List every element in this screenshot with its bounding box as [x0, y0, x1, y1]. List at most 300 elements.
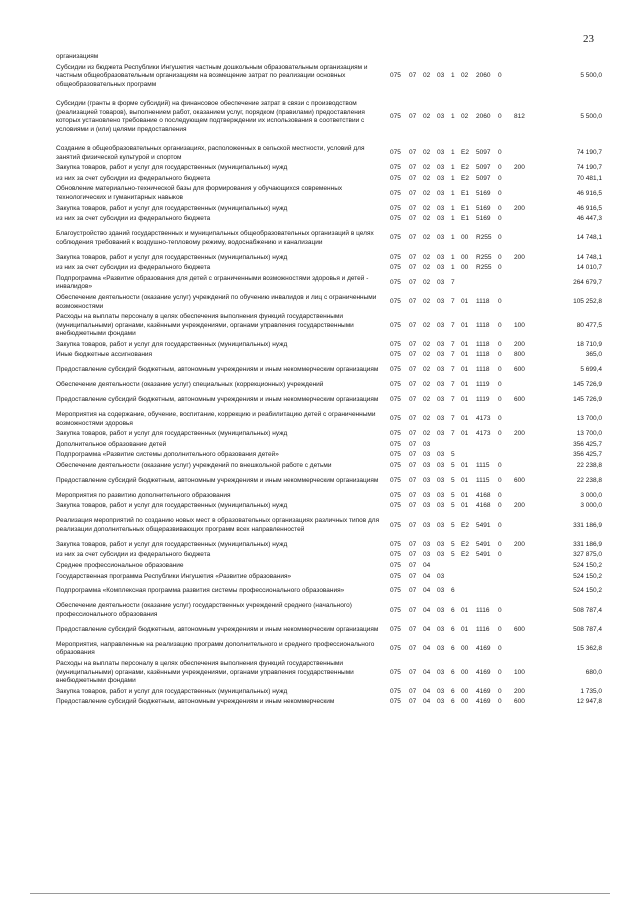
row-amount: 74 190,7 — [576, 164, 602, 172]
code-event: E1 — [461, 189, 469, 197]
code-subsection: 03 — [423, 502, 431, 510]
code-expense-type: 600 — [514, 396, 525, 404]
row-amount: 5 699,4 — [580, 366, 602, 374]
code-subsection: 02 — [423, 430, 431, 438]
code-suffix: 0 — [498, 462, 502, 470]
code-suffix: 0 — [498, 540, 502, 548]
code-gov: 075 — [390, 351, 401, 359]
table-row — [56, 582, 602, 601]
code-subsection: 02 — [423, 366, 431, 374]
code-gov: 075 — [390, 264, 401, 272]
code-event: 02 — [461, 72, 469, 80]
row-description: из них за счет субсидии из федерального бюджета — [56, 215, 211, 223]
code-direction: R255 — [476, 264, 492, 272]
code-suffix: 0 — [498, 189, 502, 197]
code-subprogram: 6 — [451, 606, 455, 614]
row-description: Предоставление субсидий бюджетным, автономным учреждениям и иным некоммерческим организациям — [56, 476, 379, 484]
table-row — [56, 90, 602, 144]
table-row — [56, 621, 602, 640]
code-section: 07 — [409, 462, 417, 470]
code-gov: 075 — [390, 279, 401, 287]
code-expense-type: 200 — [514, 204, 525, 212]
code-subprogram: 7 — [451, 415, 455, 423]
code-subprogram: 5 — [451, 451, 455, 459]
row-description: Подпрограмма «Развитие системы дополнительного образования детей» — [56, 451, 279, 459]
code-program: 03 — [437, 264, 445, 272]
code-subprogram: 6 — [451, 645, 455, 653]
code-expense-type: 100 — [514, 668, 525, 676]
code-gov: 075 — [390, 430, 401, 438]
code-program: 03 — [437, 366, 445, 374]
code-gov: 075 — [390, 462, 401, 470]
code-subprogram: 1 — [451, 264, 455, 272]
code-direction: 1118 — [476, 298, 490, 306]
code-subsection: 04 — [423, 668, 431, 676]
row-amount: 12 947,8 — [576, 698, 602, 706]
code-expense-type: 600 — [514, 476, 525, 484]
code-suffix: 0 — [498, 551, 502, 559]
code-gov: 075 — [390, 234, 401, 242]
code-section: 07 — [409, 572, 417, 580]
code-direction: 5169 — [476, 189, 491, 197]
code-subprogram: 7 — [451, 430, 455, 438]
row-amount: 145 726,9 — [573, 381, 602, 389]
row-description: Мероприятия по развитию дополнительного образования — [56, 491, 231, 499]
code-gov: 075 — [390, 396, 401, 404]
code-suffix: 0 — [498, 174, 502, 182]
code-subsection: 04 — [423, 645, 431, 653]
code-section: 07 — [409, 215, 417, 223]
code-program: 03 — [437, 606, 445, 614]
code-direction: 4168 — [476, 502, 491, 510]
table-row — [56, 361, 602, 380]
code-direction: 5097 — [476, 149, 491, 157]
code-program: 03 — [437, 645, 445, 653]
code-direction: 4168 — [476, 491, 491, 499]
code-gov: 075 — [390, 321, 401, 329]
table-row — [56, 659, 602, 687]
code-direction: 5169 — [476, 204, 491, 212]
row-description: Создание в общеобразовательных организациях, расположенных в сельской местности, условий для занятий физической культурой и спортом — [56, 144, 365, 161]
code-subsection: 04 — [423, 561, 431, 569]
code-program: 03 — [437, 351, 445, 359]
code-section: 07 — [409, 366, 417, 374]
code-program: 03 — [437, 174, 445, 182]
table-row — [56, 312, 602, 340]
row-amount: 15 362,8 — [576, 645, 602, 653]
code-suffix: 0 — [498, 668, 502, 676]
code-suffix: 0 — [498, 204, 502, 212]
code-direction: 1119 — [476, 396, 490, 404]
code-expense-type: 600 — [514, 698, 525, 706]
row-amount: 680,0 — [585, 668, 602, 676]
code-expense-type: 200 — [514, 430, 525, 438]
code-section: 07 — [409, 164, 417, 172]
code-event: 01 — [461, 321, 469, 329]
table-row — [56, 501, 602, 512]
code-section: 07 — [409, 340, 417, 348]
code-direction: 1116 — [476, 606, 490, 614]
row-description: Дополнительное образование детей — [56, 440, 167, 448]
code-subsection: 04 — [423, 625, 431, 633]
code-suffix: 0 — [498, 606, 502, 614]
row-description: из них за счет субсидии из федерального бюджета — [56, 174, 211, 182]
code-subsection: 02 — [423, 253, 431, 261]
code-suffix: 0 — [498, 625, 502, 633]
code-expense-type: 200 — [514, 164, 525, 172]
code-gov: 075 — [390, 149, 401, 157]
code-event: 01 — [461, 366, 469, 374]
code-suffix: 0 — [498, 340, 502, 348]
row-amount: 13 700,0 — [576, 430, 602, 438]
code-event: 01 — [461, 462, 469, 470]
code-gov: 075 — [390, 72, 401, 80]
code-subsection: 02 — [423, 174, 431, 182]
row-amount: 524 150,2 — [573, 587, 602, 595]
code-subprogram: 6 — [451, 587, 455, 595]
code-subprogram: 1 — [451, 204, 455, 212]
row-description: Подпрограмма «Развитие образования для детей с ограниченными возможностями здоровья и детей - инвалидов» — [56, 274, 369, 291]
code-subprogram: 7 — [451, 366, 455, 374]
code-gov: 075 — [390, 521, 401, 529]
code-direction: 4169 — [476, 698, 491, 706]
code-subprogram: 5 — [451, 540, 455, 548]
code-gov: 075 — [390, 164, 401, 172]
code-section: 07 — [409, 440, 417, 448]
code-section: 07 — [409, 174, 417, 182]
code-gov: 075 — [390, 451, 401, 459]
row-description: Мероприятия, направленные на реализацию программ дополнительного и среднего профессионального образования — [56, 640, 375, 657]
code-subsection: 03 — [423, 491, 431, 499]
code-gov: 075 — [390, 668, 401, 676]
code-subsection: 03 — [423, 440, 431, 448]
table-row — [56, 52, 602, 63]
code-event: 01 — [461, 396, 469, 404]
code-program: 03 — [437, 298, 445, 306]
code-section: 07 — [409, 687, 417, 695]
code-subprogram: 5 — [451, 521, 455, 529]
code-program: 03 — [437, 164, 445, 172]
row-description: Государственная программа Республики Ингушетия «Развитие образования» — [56, 572, 292, 580]
code-event: 01 — [461, 430, 469, 438]
code-gov: 075 — [390, 687, 401, 695]
code-direction: 1119 — [476, 381, 490, 389]
code-suffix: 0 — [498, 415, 502, 423]
code-section: 07 — [409, 561, 417, 569]
row-amount: 331 186,9 — [573, 540, 602, 548]
code-gov: 075 — [390, 540, 401, 548]
code-event: 01 — [461, 340, 469, 348]
code-gov: 075 — [390, 502, 401, 510]
code-gov: 075 — [390, 340, 401, 348]
code-subsection: 04 — [423, 572, 431, 580]
row-description: организациям — [56, 53, 99, 60]
code-gov: 075 — [390, 215, 401, 223]
row-description: Предоставление субсидий бюджетным, автономным учреждениям и иным некоммерческим организациям — [56, 625, 379, 633]
code-section: 07 — [409, 321, 417, 329]
row-amount: 74 190,7 — [576, 149, 602, 157]
row-description: Среднее профессиональное образование — [56, 561, 184, 569]
code-suffix: 0 — [498, 491, 502, 499]
code-subprogram: 5 — [451, 476, 455, 484]
code-direction: 4173 — [476, 415, 491, 423]
code-expense-type: 812 — [514, 112, 525, 120]
code-subprogram: 7 — [451, 279, 455, 287]
code-program: 03 — [437, 321, 445, 329]
row-description: Расходы на выплаты персоналу в целях обеспечения выполнения функций государственными (муниципальными) органами, казёнными учреждениями, органами управления государственными внебюджетными фондами — [56, 659, 354, 685]
code-suffix: 0 — [498, 366, 502, 374]
code-section: 07 — [409, 298, 417, 306]
code-event: 00 — [461, 253, 469, 261]
code-expense-type: 200 — [514, 687, 525, 695]
code-direction: 1115 — [476, 476, 490, 484]
row-amount: 145 726,9 — [573, 396, 602, 404]
table-row — [56, 274, 602, 293]
row-description: Иные бюджетные ассигнования — [56, 351, 153, 359]
code-gov: 075 — [390, 572, 401, 580]
table-row — [56, 472, 602, 491]
code-event: 01 — [461, 502, 469, 510]
code-expense-type: 100 — [514, 321, 525, 329]
code-subsection: 03 — [423, 551, 431, 559]
code-direction: 5491 — [476, 540, 491, 548]
code-event: E2 — [461, 174, 469, 182]
table-row — [56, 174, 602, 185]
row-description: Закупка товаров, работ и услуг для государственных (муниципальных) нужд — [56, 502, 288, 510]
code-event: E2 — [461, 551, 469, 559]
table-row — [56, 293, 602, 312]
code-direction: R255 — [476, 253, 492, 261]
row-description: Предоставление субсидий бюджетным, автономным учреждениям и иным некоммерческим организациям — [56, 396, 379, 404]
code-subsection: 02 — [423, 204, 431, 212]
row-amount: 327 875,0 — [573, 551, 602, 559]
code-subprogram: 1 — [451, 253, 455, 261]
code-section: 07 — [409, 189, 417, 197]
row-amount: 356 425,7 — [573, 451, 602, 459]
code-direction: R255 — [476, 234, 492, 242]
code-event: 01 — [461, 625, 469, 633]
row-amount: 365,0 — [585, 351, 602, 359]
code-subprogram: 1 — [451, 149, 455, 157]
code-subprogram: 1 — [451, 234, 455, 242]
code-program: 03 — [437, 396, 445, 404]
code-gov: 075 — [390, 698, 401, 706]
code-direction: 1116 — [476, 625, 490, 633]
row-description: Обеспечение деятельности (оказание услуг) государственных учреждений среднего (начального) профессионального образования — [56, 602, 352, 618]
code-suffix: 0 — [498, 298, 502, 306]
row-description: Мероприятия на содержание, обучение, воспитание, коррекцию и реабилитацию детей с ограниченными возможностями здоровья — [56, 411, 376, 427]
code-event: E2 — [461, 149, 469, 157]
row-amount: 46 916,5 — [576, 189, 602, 197]
row-description: Закупка товаров, работ и услуг для государственных (муниципальных) нужд — [56, 164, 288, 172]
row-description: Закупка товаров, работ и услуг для государственных (муниципальных) нужд — [56, 253, 288, 261]
code-section: 07 — [409, 476, 417, 484]
code-direction: 1118 — [476, 340, 490, 348]
code-program: 03 — [437, 587, 445, 595]
code-subsection: 02 — [423, 340, 431, 348]
code-program: 03 — [437, 451, 445, 459]
table-row — [56, 601, 602, 620]
code-section: 07 — [409, 521, 417, 529]
code-subprogram: 7 — [451, 396, 455, 404]
code-event: E2 — [461, 164, 469, 172]
table-row — [56, 410, 602, 429]
code-gov: 075 — [390, 476, 401, 484]
code-event: 02 — [461, 112, 469, 120]
row-amount: 46 916,5 — [576, 204, 602, 212]
code-subprogram: 5 — [451, 462, 455, 470]
code-program: 03 — [437, 551, 445, 559]
code-section: 07 — [409, 668, 417, 676]
code-gov: 075 — [390, 440, 401, 448]
row-amount: 70 481,1 — [576, 174, 602, 182]
code-section: 07 — [409, 204, 417, 212]
code-subsection: 02 — [423, 149, 431, 157]
table-row — [56, 204, 602, 215]
code-suffix: 0 — [498, 502, 502, 510]
code-gov: 075 — [390, 174, 401, 182]
code-expense-type: 200 — [514, 540, 525, 548]
table-row — [56, 225, 602, 253]
code-event: 00 — [461, 645, 469, 653]
code-program: 03 — [437, 502, 445, 510]
table-row — [56, 63, 602, 91]
table-row — [56, 687, 602, 698]
code-section: 07 — [409, 264, 417, 272]
code-subsection: 02 — [423, 264, 431, 272]
row-description: Обеспечение деятельности (оказание услуг) учреждений по обучению инвалидов и лиц с ограниченными возможностями — [56, 293, 377, 310]
code-section: 07 — [409, 396, 417, 404]
code-suffix: 0 — [498, 149, 502, 157]
code-subprogram: 1 — [451, 72, 455, 80]
code-gov: 075 — [390, 625, 401, 633]
table-row — [56, 540, 602, 551]
code-program: 03 — [437, 415, 445, 423]
code-direction: 4169 — [476, 687, 491, 695]
row-description: Закупка товаров, работ и услуг для государственных (муниципальных) нужд — [56, 540, 288, 548]
row-amount: 508 787,4 — [573, 625, 602, 633]
code-section: 07 — [409, 234, 417, 242]
row-description: Закупка товаров, работ и услуг для государственных (муниципальных) нужд — [56, 687, 288, 695]
code-section: 07 — [409, 551, 417, 559]
code-section: 07 — [409, 698, 417, 706]
code-gov: 075 — [390, 415, 401, 423]
code-event: 01 — [461, 415, 469, 423]
code-subsection: 02 — [423, 415, 431, 423]
code-program: 03 — [437, 189, 445, 197]
code-subsection: 02 — [423, 189, 431, 197]
code-event: E1 — [461, 215, 469, 223]
code-gov: 075 — [390, 491, 401, 499]
code-program: 03 — [437, 668, 445, 676]
code-subsection: 02 — [423, 298, 431, 306]
code-expense-type: 800 — [514, 351, 525, 359]
code-subprogram: 1 — [451, 112, 455, 120]
code-gov: 075 — [390, 204, 401, 212]
code-subprogram: 7 — [451, 351, 455, 359]
table-row — [56, 450, 602, 461]
code-direction: 2060 — [476, 112, 491, 120]
code-gov: 075 — [390, 606, 401, 614]
code-event: 01 — [461, 298, 469, 306]
code-program: 03 — [437, 253, 445, 261]
row-description: Закупка товаров, работ и услуг для государственных (муниципальных) нужд — [56, 340, 288, 348]
code-direction: 1118 — [476, 366, 490, 374]
table-row — [56, 550, 602, 561]
code-program: 03 — [437, 234, 445, 242]
code-section: 07 — [409, 149, 417, 157]
code-event: 01 — [461, 381, 469, 389]
code-program: 03 — [437, 491, 445, 499]
code-subsection: 03 — [423, 451, 431, 459]
code-section: 07 — [409, 351, 417, 359]
row-amount: 5 500,0 — [580, 72, 602, 80]
code-program: 03 — [437, 72, 445, 80]
code-gov: 075 — [390, 551, 401, 559]
table-row — [56, 380, 602, 391]
row-amount: 331 186,9 — [573, 521, 602, 529]
code-gov: 075 — [390, 253, 401, 261]
code-subsection: 04 — [423, 587, 431, 595]
code-suffix: 0 — [498, 112, 502, 120]
code-gov: 075 — [390, 366, 401, 374]
code-suffix: 0 — [498, 687, 502, 695]
code-direction: 5097 — [476, 164, 491, 172]
code-subsection: 04 — [423, 606, 431, 614]
code-direction: 2060 — [476, 72, 491, 80]
row-amount: 356 425,7 — [573, 440, 602, 448]
code-direction: 4169 — [476, 668, 491, 676]
table-row — [56, 340, 602, 351]
code-suffix: 0 — [498, 164, 502, 172]
code-suffix: 0 — [498, 521, 502, 529]
row-amount: 22 238,8 — [576, 462, 602, 470]
table-row — [56, 350, 602, 361]
code-subsection: 03 — [423, 540, 431, 548]
code-subprogram: 1 — [451, 164, 455, 172]
row-description: Обновление материально-технической базы для формирования у обучающихся современных технологических и гуманитарных навыков — [56, 185, 343, 201]
code-program: 03 — [437, 279, 445, 287]
code-expense-type: 200 — [514, 340, 525, 348]
code-subsection: 02 — [423, 215, 431, 223]
code-subsection: 04 — [423, 698, 431, 706]
row-amount: 508 787,4 — [573, 606, 602, 614]
code-gov: 075 — [390, 189, 401, 197]
code-program: 03 — [437, 381, 445, 389]
code-direction: 5169 — [476, 215, 491, 223]
page-number: 23 — [583, 33, 594, 45]
code-section: 07 — [409, 645, 417, 653]
row-description: Подпрограмма «Комплексная программа развития системы профессионального образования» — [56, 587, 345, 595]
code-subprogram: 6 — [451, 698, 455, 706]
code-subprogram: 7 — [451, 298, 455, 306]
code-subsection: 02 — [423, 72, 431, 80]
code-gov: 075 — [390, 112, 401, 120]
code-gov: 075 — [390, 381, 401, 389]
row-amount: 264 679,7 — [573, 279, 602, 287]
code-direction: 4173 — [476, 430, 491, 438]
code-subsection: 02 — [423, 381, 431, 389]
table-row — [56, 144, 602, 163]
code-program: 03 — [437, 462, 445, 470]
code-suffix: 0 — [498, 381, 502, 389]
code-subprogram: 1 — [451, 189, 455, 197]
row-amount: 5 500,0 — [580, 112, 602, 120]
code-section: 07 — [409, 430, 417, 438]
row-amount: 80 477,5 — [576, 321, 602, 329]
table-row — [56, 391, 602, 410]
code-gov: 075 — [390, 561, 401, 569]
